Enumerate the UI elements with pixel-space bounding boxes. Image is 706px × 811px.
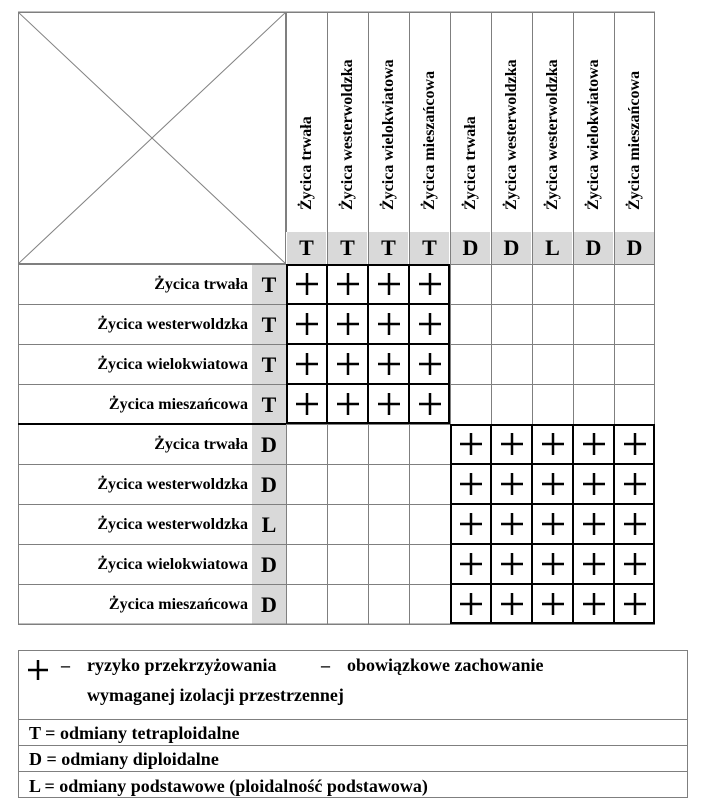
column-code: D: [573, 232, 614, 264]
column-code: D: [491, 232, 532, 264]
row-code: T: [252, 264, 286, 304]
row-label: Życica trwała: [18, 264, 252, 304]
row-code: D: [252, 544, 286, 584]
row-label: Życica wielokwiatowa: [18, 344, 252, 384]
legend-risk-obligation: obowiązkowe zachowanie: [347, 655, 544, 675]
column-code: D: [614, 232, 655, 264]
legend-t: T = odmiany tetraploidalne: [19, 719, 687, 745]
column-label: Życica wielokwiatowa: [585, 59, 602, 210]
column-code: T: [368, 232, 409, 264]
column-label: Życica wielokwiatowa: [380, 59, 397, 210]
column-code: D: [450, 232, 491, 264]
row-label: Życica trwała: [18, 424, 252, 464]
legend-risk-label: ryzyko przekrzyżowania: [87, 655, 277, 675]
row-label: Życica westerwoldzka: [18, 304, 252, 344]
column-code: T: [286, 232, 327, 264]
row-code: L: [252, 504, 286, 544]
row-code: T: [252, 344, 286, 384]
legend-risk-row: [19, 651, 687, 719]
column-code: L: [532, 232, 573, 264]
column-code: T: [327, 232, 368, 264]
column-label: Życica westerwoldzka: [503, 59, 520, 210]
legend-risk-obligation-2: wymaganej izolacji przestrzennej: [87, 685, 344, 705]
row-code: D: [252, 424, 286, 464]
row-code: T: [252, 304, 286, 344]
legend-d: D = odmiany diploidalne: [19, 745, 687, 771]
row-label: Życica westerwoldzka: [18, 464, 252, 504]
column-label: Życica trwała: [462, 116, 479, 210]
row-code: T: [252, 384, 286, 424]
diploid-block: [451, 425, 654, 623]
column-label: Życica westerwoldzka: [339, 59, 356, 210]
legend-risk-dash-2: –: [321, 655, 330, 675]
row-label: Życica mieszańcowa: [18, 584, 252, 624]
row-label: Życica mieszańcowa: [18, 384, 252, 424]
legend-l: L = odmiany podstawowe (ploidalność podstawowa): [19, 771, 687, 799]
column-label: Życica mieszańcowa: [626, 70, 643, 210]
column-label: Życica mieszańcowa: [421, 70, 438, 210]
plus-icon: [27, 659, 49, 681]
column-code: T: [409, 232, 450, 264]
legend-risk-dash: –: [61, 655, 70, 675]
row-label: Życica westerwoldzka: [18, 504, 252, 544]
column-label: Życica trwała: [298, 116, 315, 210]
column-label: Życica westerwoldzka: [544, 59, 561, 210]
legend: [18, 650, 688, 798]
row-code: D: [252, 464, 286, 504]
row-code: D: [252, 584, 286, 624]
row-label: Życica wielokwiatowa: [18, 544, 252, 584]
